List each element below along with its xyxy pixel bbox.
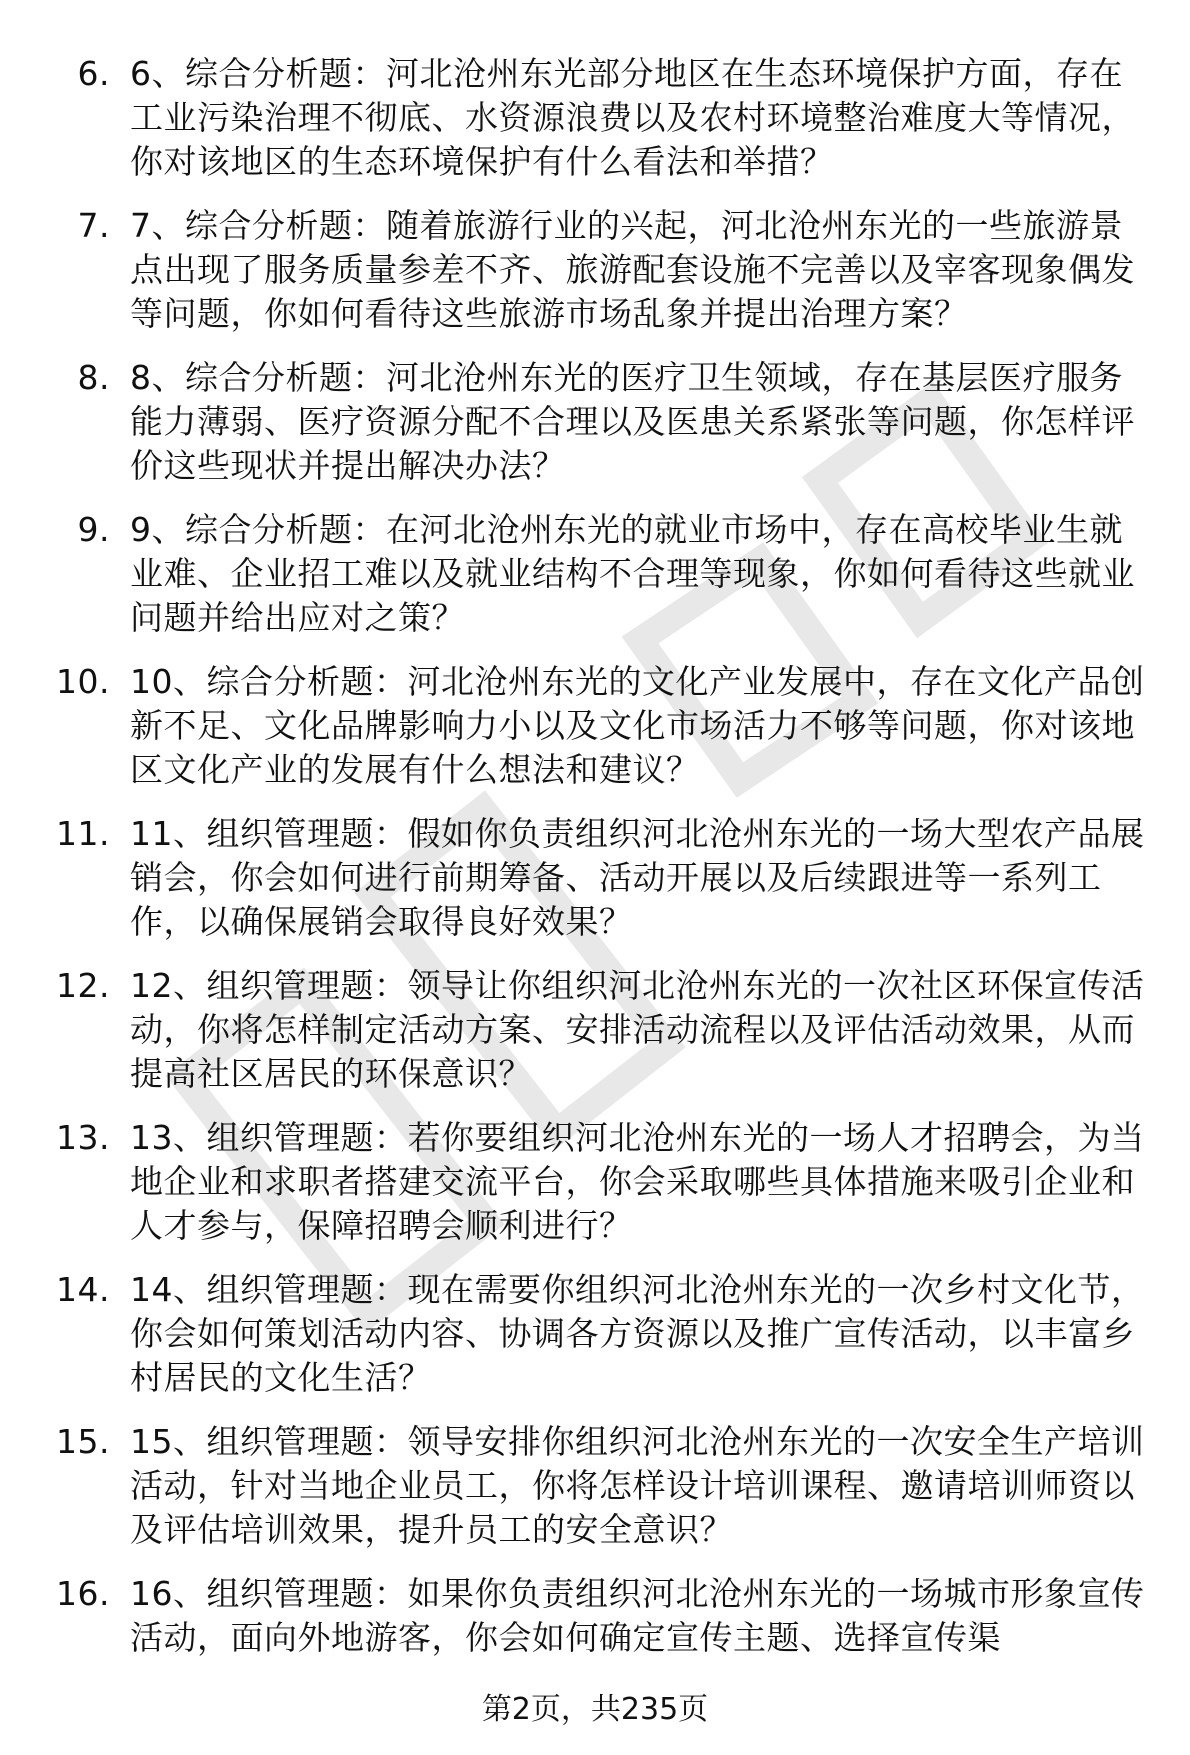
question-number: 9.	[77, 510, 110, 549]
question-item-6	[0, 52, 1190, 184]
question-number: 8.	[77, 358, 110, 397]
question-number: 14.	[56, 1270, 110, 1309]
question-text: 7、综合分析题：随着旅游行业的兴起，河北沧州东光的一些旅游景点出现了服务质量参差不齐、旅游配套设施不完善以及宰客现象偶发等问题，你如何看待这些旅游市场乱象并提出治理方案？	[130, 206, 1135, 333]
question-item-12	[0, 964, 1190, 1096]
question-number: 16.	[56, 1574, 110, 1613]
question-list	[0, 52, 1190, 1680]
question-number: 11.	[56, 814, 110, 853]
question-text: 14、组织管理题：现在需要你组织河北沧州东光的一次乡村文化节，你会如何策划活动内容、协调各方资源以及推广宣传活动，以丰富乡村居民的文化生活？	[130, 1270, 1145, 1397]
question-text: 16、组织管理题：如果你负责组织河北沧州东光的一场城市形象宣传活动，面向外地游客，你会如何确定宣传主题、选择宣传渠	[130, 1574, 1145, 1657]
question-text: 8、综合分析题：河北沧州东光的医疗卫生领域，存在基层医疗服务能力薄弱、医疗资源分配不合理以及医患关系紧张等问题，你怎样评价这些现状并提出解决办法？	[130, 358, 1135, 485]
question-item-11	[0, 812, 1190, 944]
page-footer	[0, 1690, 1190, 1730]
question-text: 9、综合分析题：在河北沧州东光的就业市场中，存在高校毕业生就业难、企业招工难以及就业结构不合理等现象，你如何看待这些就业问题并给出应对之策？	[130, 510, 1135, 637]
question-number: 10.	[56, 662, 110, 701]
question-item-16	[0, 1572, 1190, 1660]
question-item-9	[0, 508, 1190, 640]
question-item-14	[0, 1268, 1190, 1400]
question-text: 13、组织管理题：若你要组织河北沧州东光的一场人才招聘会，为当地企业和求职者搭建交流平台，你会采取哪些具体措施来吸引企业和人才参与，保障招聘会顺利进行？	[130, 1118, 1145, 1245]
question-number: 13.	[56, 1118, 110, 1157]
question-item-15	[0, 1420, 1190, 1552]
question-text: 10、综合分析题：河北沧州东光的文化产业发展中，存在文化产品创新不足、文化品牌影响力小以及文化市场活力不够等问题，你对该地区文化产业的发展有什么想法和建议？	[130, 662, 1145, 789]
question-text: 6、综合分析题：河北沧州东光部分地区在生态环境保护方面，存在工业污染治理不彻底、水资源浪费以及农村环境整治难度大等情况，你对该地区的生态环境保护有什么看法和举措？	[130, 54, 1135, 181]
question-text: 12、组织管理题：领导让你组织河北沧州东光的一次社区环保宣传活动，你将怎样制定活动方案、安排活动流程以及评估活动效果，从而提高社区居民的环保意识？	[130, 966, 1145, 1093]
question-number: 12.	[56, 966, 110, 1005]
question-text: 15、组织管理题：领导安排你组织河北沧州东光的一次安全生产培训活动，针对当地企业员工，你将怎样设计培训课程、邀请培训师资以及评估培训效果，提升员工的安全意识？	[130, 1422, 1145, 1549]
question-number: 6.	[77, 54, 110, 93]
page-number-label: 第2页，共235页	[481, 1692, 709, 1727]
question-item-10	[0, 660, 1190, 792]
question-item-7	[0, 204, 1190, 336]
question-number: 7.	[77, 206, 110, 245]
question-text: 11、组织管理题：假如你负责组织河北沧州东光的一场大型农产品展销会，你会如何进行前期筹备、活动开展以及后续跟进等一系列工作，以确保展销会取得良好效果？	[130, 814, 1145, 941]
question-item-13	[0, 1116, 1190, 1248]
question-number: 15.	[56, 1422, 110, 1461]
question-item-8	[0, 356, 1190, 488]
